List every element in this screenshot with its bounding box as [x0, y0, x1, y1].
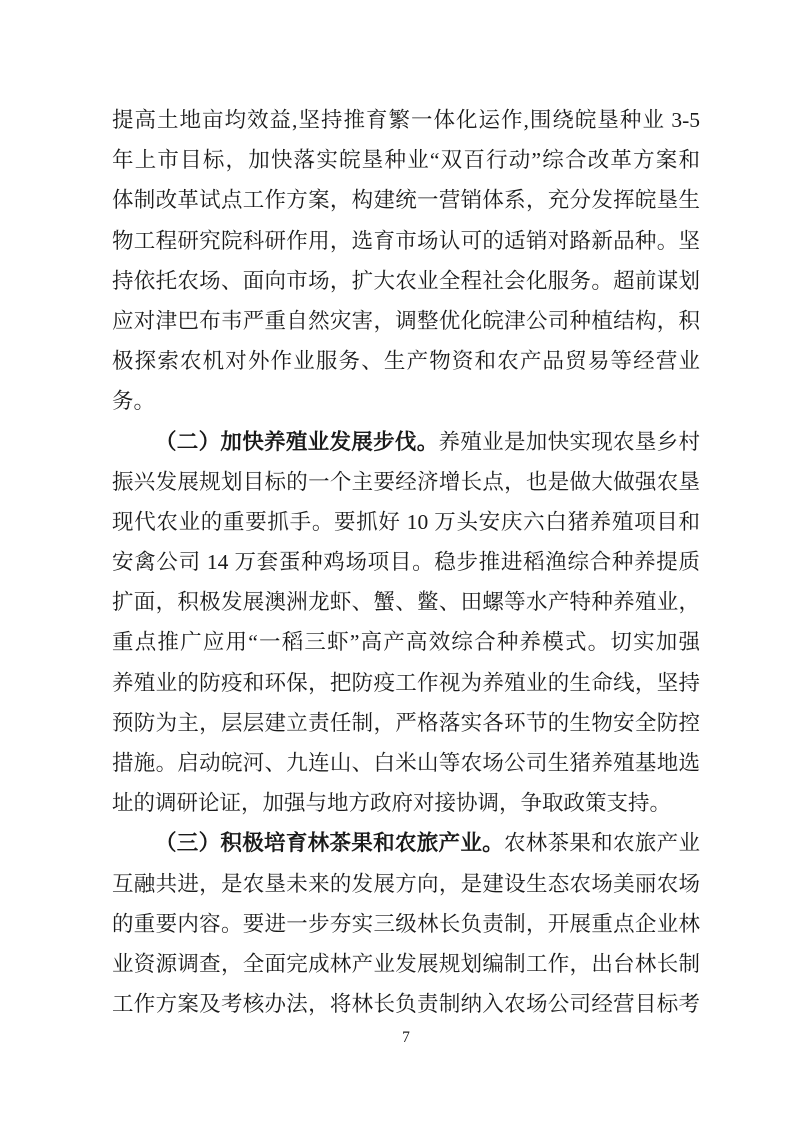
- text-line: 措施。启动皖河、九连山、白米山等农场公司生猪养殖基地选: [112, 751, 700, 775]
- text-line: 振兴发展规划目标的一个主要经济增长点，也是做大做强农垦: [112, 469, 700, 494]
- paragraph-continuation: [112, 100, 700, 422]
- text-line: 业资源调查，全面完成林产业发展规划编制工作，出台林长制: [112, 951, 700, 976]
- text-line: 工作方案及考核办法，将林长负责制纳入农场公司经营目标考: [112, 992, 700, 1017]
- document-body: [112, 100, 700, 1024]
- text-run: 养殖业是加快实现农垦乡村: [438, 429, 700, 454]
- page-number: 7: [402, 1029, 410, 1046]
- text-line: 址的调研论证，加强与地方政府对接协调，争取政策支持。: [112, 791, 672, 816]
- text-line: 务。: [112, 389, 156, 414]
- text-line: 安禽公司 14 万套蛋种鸡场项目。稳步推进稻渔综合种养提质: [112, 550, 700, 575]
- text-line: 提高土地亩均效益,坚持推育繁一体化运作,围绕皖垦种业 3-5: [112, 108, 700, 132]
- text-line: 体制改革试点工作方案，构建统一营销体系，充分发挥皖垦生: [112, 188, 700, 213]
- text-line: 养殖业的防疫和环保，把防疫工作视为养殖业的生命线，坚持: [112, 670, 700, 695]
- text-run: 农林茶果和农旅产业: [503, 831, 700, 856]
- text-line: [112, 823, 700, 863]
- text-line: 扩面，积极发展澳洲龙虾、蟹、鳖、田螺等水产特种养殖业，: [112, 590, 700, 615]
- text-line: 互融共进，是农垦未来的发展方向，是建设生态农场美丽农场: [112, 871, 700, 896]
- section-heading: （三）积极培育林茶果和农旅产业。: [155, 831, 504, 856]
- text-line: 预防为主，层层建立责任制，严格落实各环节的生物安全防控: [112, 710, 700, 735]
- text-line: 物工程研究院科研作用，选育市场认可的适销对路新品种。坚: [112, 228, 700, 253]
- text-line: 的重要内容。要进一步夯实三级林长负责制，开展重点企业林: [112, 911, 700, 936]
- text-line: 极探索农机对外作业服务、生产物资和农产品贸易等经营业: [112, 349, 700, 374]
- paragraph-section-2: [112, 422, 700, 824]
- text-line: 持依托农场、面向市场，扩大农业全程社会化服务。超前谋划: [112, 268, 700, 293]
- text-line: 年上市目标，加快落实皖垦种业“双百行动”综合改革方案和: [112, 148, 700, 173]
- text-line: 重点推广应用“一稻三虾”高产高效综合种养模式。切实加强: [112, 630, 700, 655]
- text-line: 现代农业的重要抓手。要抓好 10 万头安庆六白猪养殖项目和: [112, 509, 700, 534]
- paragraph-section-3: [112, 823, 700, 1024]
- section-heading: （二）加快养殖业发展步伐。: [155, 429, 439, 454]
- text-line: 应对津巴布韦严重自然灾害，调整优化皖津公司种植结构，积: [112, 308, 700, 333]
- text-line: [112, 422, 700, 462]
